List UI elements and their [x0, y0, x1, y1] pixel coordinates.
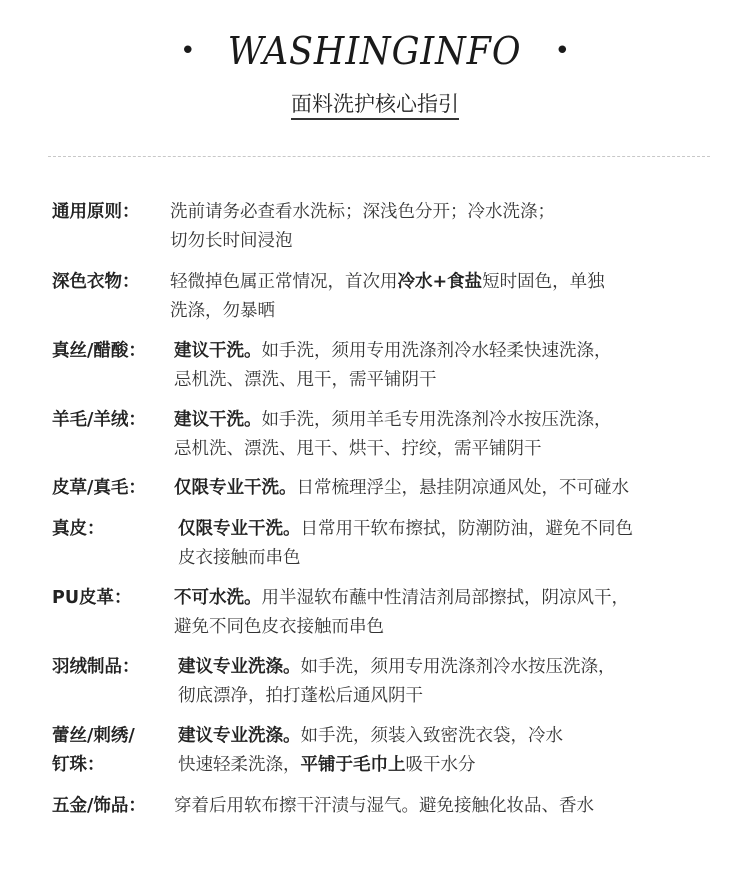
care-item-text: 仅限专业干洗。日常用干软布擦拭，防潮防油，避免不同色 皮衣接触而串色 [178, 519, 633, 568]
right-dot-ornament: • [554, 36, 570, 66]
care-item-text: 建议专业洗涤。如手洗，须装入致密洗衣袋，冷水 快速轻柔洗涤，平铺于毛巾上吸干水分 [178, 726, 563, 775]
subtitle-text: 面料洗护核心指引 [291, 92, 459, 120]
page-header [0, 26, 750, 76]
care-item-label: PU皮革： [52, 588, 132, 608]
left-dot-ornament: • [180, 36, 196, 66]
dashed-divider [48, 156, 710, 157]
care-item-text: 穿着后用软布擦干汗渍与湿气。避免接触化妆品、香水 [174, 796, 594, 816]
page-subtitle [0, 88, 750, 118]
care-item-label: 通用原则： [52, 202, 140, 222]
care-item-label: 深色衣物： [52, 272, 140, 292]
care-item-label: 羊毛/羊绒： [52, 410, 146, 430]
care-item-text: 不可水洗。用半湿软布蘸中性清洁剂局部擦拭，阴凉风干， 避免不同色皮衣接触而串色 [174, 588, 629, 637]
care-item-label: 蕾丝/刺绣/ 钉珠： [52, 726, 135, 775]
care-item-label: 真皮： [52, 519, 105, 539]
care-item-label: 五金/饰品： [52, 796, 146, 816]
title-english: WASHINGINFO [228, 29, 522, 73]
care-item-text: 轻微掉色属正常情况，首次用冷水+食盐短时固色，单独 洗涤，勿暴晒 [170, 272, 605, 321]
care-item-text: 建议干洗。如手洗，须用专用洗涤剂冷水轻柔快速洗涤， 忌机洗、漂洗、甩干，需平铺阴干 [174, 341, 612, 390]
care-item-label: 皮草/真毛： [52, 478, 146, 498]
care-item-text: 建议专业洗涤。如手洗，须用专用洗涤剂冷水按压洗涤， 彻底漂净，拍打蓬松后通风阴干 [178, 657, 616, 706]
care-item-label: 羽绒制品： [52, 657, 140, 677]
care-item-label: 真丝/醋酸： [52, 341, 146, 361]
care-item-text: 仅限专业干洗。日常梳理浮尘，悬挂阴凉通风处，不可碰水 [174, 478, 629, 498]
care-item-text: 建议干洗。如手洗，须用羊毛专用洗涤剂冷水按压洗涤， 忌机洗、漂洗、甩干、烘干、拧绞，需平铺阴干 [174, 410, 612, 459]
care-item-text: 洗前请务必查看水洗标；深浅色分开；冷水洗涤； 切勿长时间浸泡 [170, 202, 555, 251]
